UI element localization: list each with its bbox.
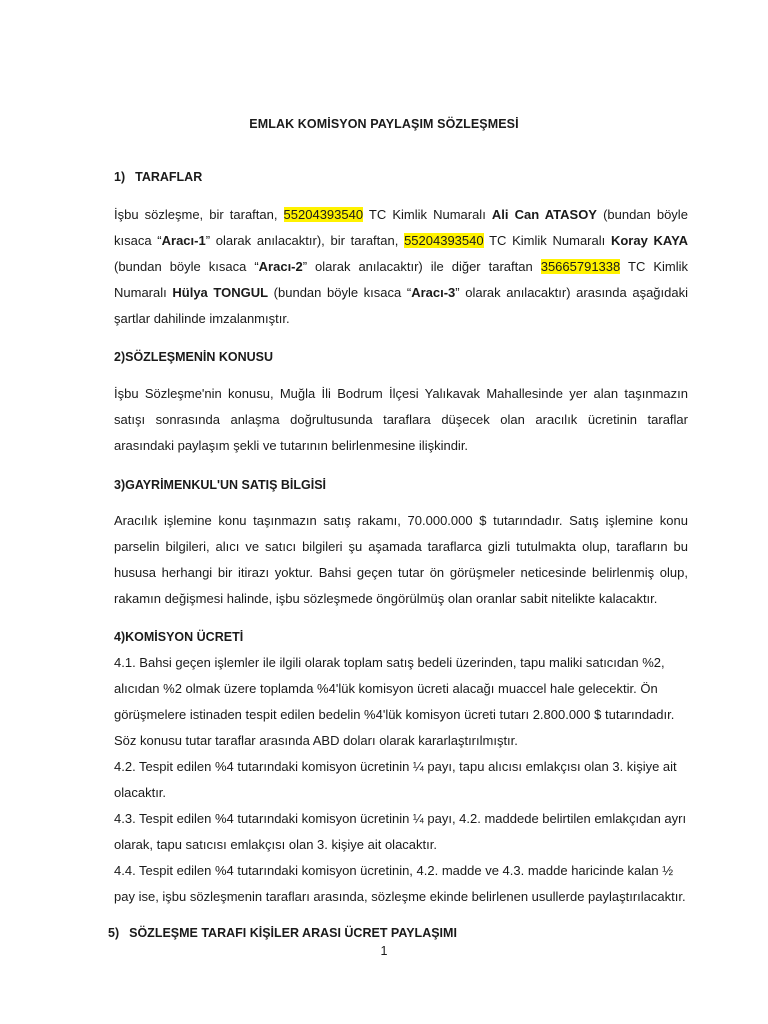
section-heading-ucret-paylasimi xyxy=(108,926,457,940)
page-number: 1 xyxy=(380,944,388,958)
satis-paragraph: Aracılık işlemine konu taşınmazın satış rakamı, 70.000.000 $ tutarındadır. Satış işlemine konu parselin bilgileri, alıcı ve satıcı bilgileri şu aşamada taraflarca gizli tutulmakta olup, tarafların bu hususa herhangi bir itirazı yoktur. Bahsi geçen tutar ön görüşmeler neticesinde belirlenmiş olup, rakamın değişmesi halinde, işbu sözleşmede öngörülmüş olan oranlar sabit nitelikte kalacaktır. xyxy=(114,513,688,606)
komisyon-item-4-2: 4.2. Tespit edilen %4 tutarındaki komisyon ücretinin ¼ payı, tapu alıcısı emlakçısı olan 3. kişiye ait olacaktır. xyxy=(114,759,677,800)
party-name-2: Koray KAYA xyxy=(610,233,688,248)
section-number: 5) xyxy=(108,926,120,940)
text-run: TC Kimlik Numaralı xyxy=(114,259,688,300)
text-run: ” olarak anılacaktır) ile diğer taraftan xyxy=(302,259,533,274)
text-run: TC Kimlik Numaralı xyxy=(489,233,606,248)
section-heading-konu: 2)SÖZLEŞMENİN KONUSU xyxy=(114,350,274,364)
tc-number-3: 35665791338 xyxy=(540,259,621,274)
text-run: (bundan böyle kısaca “ xyxy=(273,285,412,300)
section-title: TARAFLAR xyxy=(135,170,203,184)
section-heading-komisyon: 4)KOMİSYON ÜCRETİ xyxy=(114,630,244,644)
party-alias-2: Aracı-2 xyxy=(258,259,303,274)
komisyon-item-4-4: 4.4. Tespit edilen %4 tutarındaki komisyon ücretinin, 4.2. madde ve 4.3. madde haricinde kalan ½ pay ise, işbu sözleşmenin tarafları arasında, sözleşme ekinde belirlenen usullerde paylaştırılacaktır. xyxy=(114,863,686,904)
text-run: (bundan böyle kısaca “ xyxy=(114,259,259,274)
section-heading-satis: 3)GAYRİMENKUL'UN SATIŞ BİLGİSİ xyxy=(114,478,327,492)
text-run: ” olarak anılacaktır), bir taraftan, xyxy=(205,233,399,248)
tc-number-2: 55204393540 xyxy=(404,233,484,248)
tc-number-1: 55204393540 xyxy=(283,207,364,222)
konu-paragraph: İşbu Sözleşme'nin konusu, Muğla İli Bodrum İlçesi Yalıkavak Mahallesinde yer alan taşınmazın satışı sonrasında anlaşma doğrultusunda taraflara düşecek olan aracılık ücretinin taraflar arasındaki paylaşım şekli ve tutarının belirlenmesine ilişkindir. xyxy=(114,386,688,453)
document-title: EMLAK KOMİSYON PAYLAŞIM SÖZLEŞMESİ xyxy=(249,117,519,131)
komisyon-item-4-3: 4.3. Tespit edilen %4 tutarındaki komisyon ücretinin ¼ payı, 4.2. maddede belirtilen emlakçıdan ayrı olarak, tapu satıcısı emlakçısı olan 3. kişiye ait olacaktır. xyxy=(114,811,687,852)
party-name-1: Ali Can ATASOY xyxy=(491,207,597,222)
text-run: İşbu sözleşme, bir taraftan, xyxy=(114,207,278,222)
party-alias-1: Aracı-1 xyxy=(161,233,206,248)
party-alias-3: Aracı-3 xyxy=(411,285,456,300)
text-run: TC Kimlik Numaralı xyxy=(368,207,486,222)
section-title: SÖZLEŞME TARAFI KİŞİLER ARASI ÜCRET PAYLAŞIMI xyxy=(129,926,457,940)
taraflar-paragraph xyxy=(114,202,688,332)
komisyon-item-4-1: 4.1. Bahsi geçen işlemler ile ilgili olarak toplam satış bedeli üzerinden, tapu maliki satıcıdan %2, alıcıdan %2 olmak üzere toplamda %4'lük komisyon ücreti alacağı muaccel hale gelecektir. Ön görüşmelere istinaden tespit edilen bedelin %4'lük komisyon ücreti tutarı 2.800.000 $ tutarındadır. Söz konusu tutar taraflar arasında ABD doları olarak kararlaştırılmıştır. xyxy=(114,655,675,748)
text-run: (bundan böyle kısaca “ xyxy=(114,207,688,248)
section-number: 1) xyxy=(114,170,126,184)
section-heading-taraflar xyxy=(114,170,202,184)
party-name-3: Hülya TONGUL xyxy=(172,285,269,300)
text-run: ” olarak anılacaktır) arasında aşağıdaki şartlar dahilinde imzalanmıştır. xyxy=(114,285,689,326)
